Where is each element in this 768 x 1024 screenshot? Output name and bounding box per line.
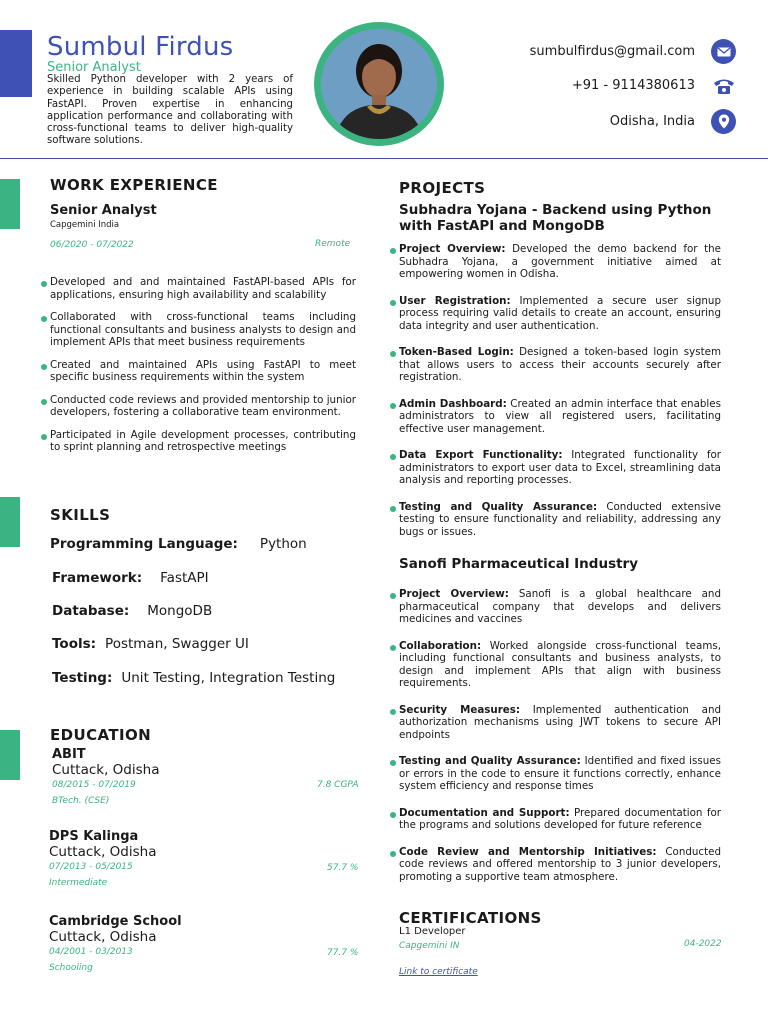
school-place: Cuttack, Odisha (49, 929, 157, 945)
bullet-text: Prepared documentation for the programs and solutions developed for future reference (399, 806, 721, 831)
profile-photo (321, 29, 437, 139)
candidate-name: Sumbul Firdus (47, 32, 234, 62)
bullet-text: Sanofi is a global healthcare and pharmaceutical company that develops and delivers medicines and vaccines (399, 588, 721, 625)
person-silhouette-icon (321, 29, 437, 139)
bullet-key: Testing and Quality Assurance: (399, 755, 581, 767)
bullet-key: Testing and Quality Assurance: (399, 500, 598, 513)
list-item (399, 640, 721, 690)
phone-text[interactable]: +91 - 9114380613 (571, 78, 695, 93)
list-item (399, 807, 721, 832)
bullet-text: Implemented authentication and authorization mechanisms using JWT tokens to secure API endpoints (399, 703, 722, 741)
bullet-key: User Registration: (399, 294, 511, 307)
skill-value: MongoDB (147, 603, 213, 619)
list-item: Participated in Agile development processes, contributing to sprint planning and retrospective meetings (50, 428, 356, 453)
school-place: Cuttack, Odisha (49, 844, 157, 860)
bullet-key: Project Overview: (399, 243, 506, 255)
skill-value: Unit Testing, Integration Testing (121, 670, 336, 686)
list-item (399, 846, 721, 884)
school-score: 7.8 CGPA (317, 780, 359, 790)
skill-row (52, 570, 209, 586)
telephone-icon (711, 73, 736, 98)
school-place: Cuttack, Odisha (52, 762, 160, 778)
list-item (399, 243, 721, 281)
certification-name: L1 Developer (399, 926, 466, 937)
skill-row (52, 670, 335, 686)
school-dates: 04/2001 - 03/2013 (49, 947, 133, 957)
list-item (399, 755, 721, 793)
list-item: Conducted code reviews and provided mentorship to junior developers, fostering a collaborative team environment. (50, 393, 356, 418)
list-item (399, 346, 721, 384)
list-item: Developed and and maintained FastAPI-based APIs for applications, ensuring high availability and scalability (50, 276, 356, 301)
certification-date: 04-2022 (684, 939, 722, 949)
company-name: Capgemini India (50, 220, 120, 230)
bullet-text: Identified and fixed issues or errors in the code to ensure it functions correctly, enhance system efficiency and response times (399, 755, 721, 792)
school-name: Cambridge School (49, 914, 182, 929)
bullet-text: Developed the demo backend for the Subhadra Yojana, a government initiative aimed at empowering women in Odisha. (399, 243, 721, 280)
bullet-key: Admin Dashboard: (399, 397, 507, 410)
project-title: Subhadra Yojana - Backend using Python with FastAPI and MongoDB (399, 202, 712, 234)
skill-label: Testing: (52, 670, 113, 686)
profile-summary: Skilled Python developer with 2 years of experience in building scalable APIs using FastAPI. Proven expertise in enhancing application performance and collaborating with cross-functional teams to deliver high-quality software solutions. (47, 74, 293, 147)
bullet-key: Security Measures: (399, 703, 521, 716)
list-item (399, 588, 721, 626)
location-text: Odisha, India (609, 114, 695, 129)
list-item (399, 295, 721, 333)
bullet-text: Integrated functionality for administrators to export user data to Excel, streamlining data analysis and reporting processes. (399, 449, 721, 486)
certification-issuer: Capgemini IN (399, 941, 460, 951)
bullet-key: Token-Based Login: (399, 346, 514, 358)
candidate-role: Senior Analyst (47, 60, 141, 75)
skills-heading: SKILLS (50, 506, 111, 524)
project-title: Sanofi Pharmaceutical Industry (399, 556, 639, 572)
bullet-text: Implemented a secure user signup process requiring valid details to create an account, ensuring data integrity and user authentication. (399, 294, 721, 332)
projects-heading: PROJECTS (399, 179, 486, 197)
skill-value: FastAPI (160, 570, 209, 586)
skill-row (50, 536, 307, 552)
skill-value: Postman, Swagger UI (105, 636, 249, 652)
work-bullets (50, 276, 356, 454)
certificate-link[interactable]: Link to certificate (399, 967, 478, 977)
school-dates: 07/2013 - 05/2015 (49, 862, 133, 872)
job-title: Senior Analyst (50, 203, 157, 218)
bullet-key: Documentation and Support: (399, 806, 570, 819)
skill-label: Database: (52, 603, 130, 619)
contact-location (610, 109, 736, 134)
header-divider (0, 158, 768, 159)
work-section-tab (0, 179, 20, 229)
bullet-key: Collaboration: (399, 639, 482, 652)
bullet-text: Conducted code reviews and offered mentorship to 3 junior developers, promoting a supportive team atmosphere. (399, 845, 721, 883)
list-item: Created and maintained APIs using FastAPI to meet specific business requirements within the system (50, 358, 356, 383)
bullet-text: Designed a token-based login system that allows users to access their accounts securely after registration. (399, 346, 721, 383)
contact-email (530, 39, 736, 64)
envelope-icon (711, 39, 736, 64)
job-mode: Remote (315, 239, 351, 249)
school-dates: 08/2015 - 07/2019 (52, 780, 136, 790)
job-dates: 06/2020 - 07/2022 (50, 240, 134, 250)
school-degree: Schooling (49, 963, 93, 973)
certifications-heading: CERTIFICATIONS (399, 909, 542, 927)
school-degree: Intermediate (49, 878, 108, 888)
list-item: Collaborated with cross-functional teams including functional consultants and business analysts to design and implement APIs that meet business requirements (50, 311, 356, 348)
work-heading: WORK EXPERIENCE (50, 176, 218, 194)
header-accent-block (0, 30, 32, 97)
skill-row (52, 636, 249, 652)
list-item (399, 449, 721, 487)
bullet-key: Data Export Functionality: (399, 449, 563, 461)
skill-label: Tools: (52, 636, 97, 652)
skill-value: Python (259, 536, 307, 552)
list-item (399, 398, 721, 436)
map-pin-icon (711, 109, 736, 134)
skills-section-tab (0, 497, 20, 547)
school-degree: BTech. (CSE) (52, 796, 110, 806)
bullet-key: Code Review and Mentorship Initiatives: (399, 845, 657, 858)
bullet-text: Worked alongside cross-functional teams, including functional consultants and business analysts, to design and implement APIs that align with business requirements. (399, 639, 721, 689)
bullet-key: Project Overview: (399, 588, 509, 600)
contact-phone (572, 73, 736, 98)
school-score: 57.7 % (327, 863, 359, 873)
project-1-bullets (399, 243, 721, 538)
school-name: DPS Kalinga (49, 829, 139, 844)
skill-row (52, 603, 212, 619)
list-item (399, 704, 721, 742)
skill-label: Programming Language: (50, 536, 238, 552)
bullet-text: Conducted extensive testing to ensure functionality and reliability, addressing any bugs or issues. (399, 500, 721, 538)
education-section-tab (0, 730, 20, 780)
school-score: 77.7 % (327, 948, 359, 958)
bullet-text: Created an admin interface that enables administrators to view all registered users, facilitating effective user management. (399, 397, 721, 435)
school-name: ABIT (52, 747, 86, 762)
email-text[interactable]: sumbulfirdus@gmail.com (529, 44, 695, 59)
project-2-bullets (399, 588, 721, 883)
skill-label: Framework: (52, 570, 143, 586)
education-heading: EDUCATION (50, 726, 152, 744)
list-item (399, 501, 721, 539)
